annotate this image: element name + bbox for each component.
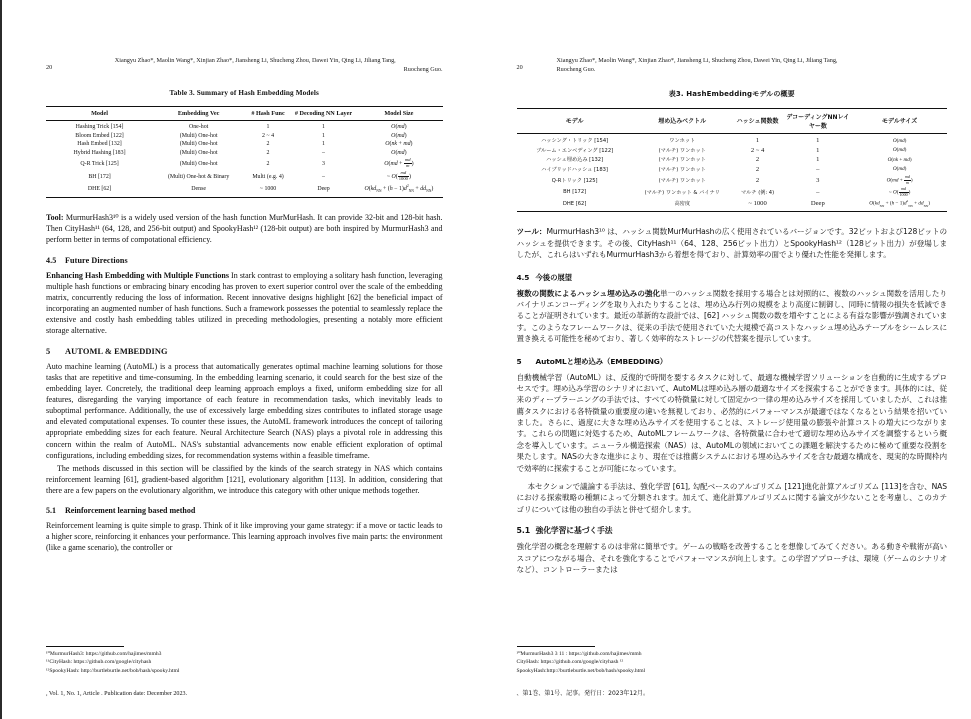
cell-layer: 3 <box>322 160 325 167</box>
paragraph-tool <box>517 226 947 260</box>
cell-size: O(md) <box>391 124 407 131</box>
runin-tool: ツール： <box>516 227 547 237</box>
table-caption-left: Table 3. Summary of Hash Embedding Models <box>169 88 319 97</box>
table-row <box>46 170 443 183</box>
cell-func: ~ 1000 <box>748 200 767 208</box>
footnote-rule <box>46 646 124 647</box>
cell-func: マルチ (例: 4) <box>740 189 775 196</box>
cell-model: Q-Rトリック [125] <box>551 177 598 184</box>
paragraph-automl: 自動機械学習（AutoML）は、反復的で時間を要するタスクに対して、最適な機械学習ソリューションを自動的に生成するプロセスです。埋め込み学習のシナリオにおいて、AutoMLは埋め込み層の最適なサイズを探索することができます。具体的には、従来のディープラーニングの手法では、すべての特徴量に対して固定かつ一律の埋め込みサイズを採用していましたが、これは推薦タスクにおける各特徴量の重要度の違いを無視しており、必然的にパフォーマンスが最適ではなくなるという結果を招いていました。さらに、過度に大きな埋め込みサイズを使用することは、ストレージ使用量の膨張や計算コストの増大につながります。これらの問題に対処するため、AutoMLフレームワークは、各特徴量に合わせて適切な埋め込みサイズを調整するという概念を導入しています。ニューラル構造探索（NAS）は、AutoMLの領域においてこの課題を解決するために極めて重要な役割を果たします。NASの大きな進歩により、現在では推薦システムにおける埋め込みサイズを含む最適な構成を、現実的な時間枠内で効率的に探索することが可能になっています。 <box>516 372 947 473</box>
cell-vec: 高密度 <box>674 201 691 208</box>
cell-layer: 1 <box>816 156 820 164</box>
page-footer-left: , Vol. 1, No. 1, Article . Publication date: December 2023. <box>46 691 188 697</box>
table-row <box>46 183 443 197</box>
cell-layer: – <box>816 188 820 196</box>
cell-model: Hashing Trick [154] <box>75 124 124 131</box>
col-header-hash-func: ハッシュ関数数 <box>736 118 779 126</box>
cell-size: O(md) <box>391 132 407 139</box>
cell-vec: (Multi) One-hot <box>179 149 218 156</box>
cell-vec: ワンホット <box>669 138 696 145</box>
cell-vec: Dense <box>191 186 206 193</box>
cell-size: O(md + $\frac{md}{m}$ ) <box>886 174 913 185</box>
cell-layer: 1 <box>816 146 820 154</box>
heading-5-1-number: 5.1 <box>516 526 531 536</box>
cell-layer: Deep <box>810 200 825 208</box>
cell-vec: One-hot <box>188 124 209 131</box>
heading-4-5-number: 4.5 <box>516 272 530 282</box>
cell-layer: – <box>322 149 325 156</box>
heading-5-title: AutoMLと埋め込み（EMBEDDING） <box>535 356 668 366</box>
footnote-item[interactable]: CityHash: https://github.com/google/cityhash ¹² <box>516 659 624 666</box>
cell-size: O(md) <box>892 137 907 144</box>
col-header-model: Model <box>91 109 108 117</box>
table-row <box>46 149 443 158</box>
cell-func: 2 <box>266 160 270 167</box>
cell-layer: 1 <box>816 137 820 145</box>
footnote-rule <box>517 646 595 647</box>
cell-vec: (マルチ) ワンホット <box>658 147 706 154</box>
paragraph-tool <box>46 212 443 245</box>
cell-model: Bloom Embed [122] <box>75 132 124 139</box>
footnotes-right <box>517 646 947 675</box>
author-list-left <box>68 56 443 75</box>
footnote-item[interactable]: ¹⁰MurmurHash3: https://github.com/hajimes/mmh3 <box>46 650 162 657</box>
paragraph-future-directions <box>46 270 443 336</box>
cell-model: ハッシング・トリック [154] <box>541 138 609 145</box>
table-row <box>517 155 947 165</box>
table-row <box>517 186 947 198</box>
cell-size: $O(kd_{NN} + (h - 1)d^2_{NN} + dd_{NN})$ <box>364 184 434 194</box>
col-header-model: モデル <box>565 118 584 126</box>
author-line-2: Ruocheng Guo. <box>403 66 443 74</box>
col-header-decoding-nn-layer: # Decoding NN Layer <box>294 109 353 117</box>
table-row <box>46 120 443 131</box>
table-row <box>517 174 947 186</box>
heading-4-5 <box>517 272 947 283</box>
cell-layer: 1 <box>322 141 325 148</box>
table-row <box>46 140 443 149</box>
table-row <box>46 157 443 170</box>
table-row <box>517 198 947 212</box>
cell-size: $O(kd_{NN} + (h - 1)d^2_{NN} + dd_{NN})$ <box>869 199 930 208</box>
cell-func: 2 ~ 4 <box>750 146 765 154</box>
col-header-embedding-vec: 埋め込みベクトル <box>658 118 707 126</box>
cell-size: O(md) <box>892 166 907 173</box>
paragraph-spacer <box>517 474 947 481</box>
col-header-decoding-nn-layer: デコーディングNNレイヤー数 <box>786 113 850 130</box>
cell-vec: (Multi) One-hot <box>179 132 218 139</box>
cell-model: Q-R Trick [125] <box>80 160 119 167</box>
paragraph-future-text: In stark contrast to employing a solitary hash function, leveraging multiple hash functions or embracing binary encoding has proven to exert superior control over the scale of the embedding matrix, concurrently reducing the loss of information. Recent innovative designs highlight [62] the beneficial impact of incorporating an augmented number of hash functions. Such a framework possesses the potential to seamlessly replace the extensive and costly hash embedding tables utilized in preceding methodologies, presenting a notably more efficient storage alternative. <box>46 271 443 336</box>
heading-5-automl <box>517 356 947 367</box>
cell-size: O(md) <box>391 149 407 156</box>
cell-func: Multi (e.g. 4) <box>252 173 284 180</box>
cell-model: ハッシュ埋め込み [132] <box>546 157 604 164</box>
cell-size: O(md) <box>892 147 907 154</box>
cell-vec: (マルチ) ワンホット & バイナリ <box>644 189 720 196</box>
cell-layer: 1 <box>322 132 325 139</box>
cell-func: 2 ~ 4 <box>262 132 275 139</box>
cell-model: BH [172] <box>563 189 587 196</box>
runin-enhancing-hash: 複数の関数によるハッシュ埋め込みの強化 <box>516 288 661 298</box>
footnotes-left <box>46 646 443 675</box>
heading-5-number: 5 <box>516 356 522 366</box>
footnote-item[interactable]: SpookyHash:http://burtleburtle.net/bob/hash/spooky.html <box>516 667 646 674</box>
heading-5-1-title: Reinforcement learning based method <box>65 505 196 515</box>
author-line-1: Xiangyu Zhao*, Maolin Wang*, Xinjian Zhao*, Jiansheng Li, Shucheng Zhou, Dawei Yin, Qing Li, Jiliang Tang, <box>114 57 396 64</box>
table-row <box>517 146 947 156</box>
cell-vec: (Multi) One-hot & Binary <box>167 173 230 180</box>
cell-vec: (Multi) One-hot <box>179 141 218 148</box>
cell-size: O(md + $\frac{md}{m}$ ) <box>384 157 414 169</box>
heading-4-5-number: 4.5 <box>46 256 57 266</box>
paragraph-methods: 本セクションで議論する手法は、強化学習 [61], 勾配ベースのアルゴリズム [121]進化計算アルゴリズム [113]を含む、NASにおける探索戦略の種類によって分類されます。加えて、進化計算アルゴリズムに関する論文が少ないことを考慮し、このカテゴリについては他の独自の手法と併せて紹介します。 <box>516 482 947 514</box>
cell-model: DHE [62] <box>562 200 587 207</box>
hash-embedding-table-english <box>46 106 443 198</box>
runin-enhancing-hash: Enhancing Hash Embedding with Multiple Functions <box>46 271 229 281</box>
cell-layer: 1 <box>322 124 325 131</box>
paragraph-reinforcement-learning: 強化学習の概念を理解するのは非常に簡単です。ゲームの戦略を改善することを想像してみてください。ある動きや戦術が高いスコアにつながる場合、それを強化することでパフォーマンスが向上します。この学習アプローチは、環境（ゲームのシナリオなど）、コントローラーまたは <box>516 542 947 574</box>
paragraph-future-text: 単一のハッシュ関数を採用する場合とは対照的に、複数のハッシュ関数を活用したりバイナリエンコーディングを取り入れたりすることは、埋め込み行列の規模をより高度に制御し、同時に情報の損失を低減できることが証明されています。最近の革新的な設計では、[62] ハッシュ関数の数を増やすことによる有益な影響が強調されています。このようなフレームワークは、従来の手法で使用されていた大規模で高コストなハッシュ埋め込みテーブルをシームレスに置き換える可能性を秘めており、著しく効率的なストレージの代替案を提示しています。 <box>516 288 947 344</box>
cell-model: DHE [62] <box>87 186 112 193</box>
heading-4-5-title: 今後の展望 <box>535 272 572 282</box>
footnote-item[interactable]: ¹²SpookyHash: http://burtleburtle.net/bob/hash/spooky.html <box>46 667 180 674</box>
paragraph-automl: Auto machine learning (AutoML) is a process that automatically generates optimal machine learning solutions for those tasks that are repetitive and time-consuming. In the embedding learning scenario, it could search for the best size of the embedding layer. Concretely, the traditional deep learning approach employs a fixed, uniform embedding size for all features, disregarding the varying importance of each feature in recommendation tasks, which inevitably leads to suboptimal performance. Additionally, the use of excessively large embedding sizes contributes to inflated storage usage and elevated computational expenses. To counter these issues, the AutoML framework introduces the concept of tailoring appropriate embedding sizes for each feature. Neural Architecture Search (NAS) plays a pivotal role in addressing this concern within the realm of AutoML. NAS's substantial advancements now enable efficient exploration of optimal configurations, including embedding sizes, for recommendation systems within a feasible timeframe. <box>46 362 443 460</box>
page-left-english <box>2 0 487 719</box>
cell-layer: 3 <box>816 176 820 184</box>
heading-5-1-number: 5.1 <box>46 505 56 515</box>
author-line-1: Xiangyu Zhao*, Maolin Wang*, Xinjian Zhao*, Jiansheng Li, Shucheng Zhou, Dawei Yin, Qing Li, Jiliang Tang, <box>556 57 838 64</box>
table-caption-right: 表3. HashEmbeddingモデルの概要 <box>668 89 795 98</box>
folio-number-right: 20 <box>516 64 523 71</box>
page-footer-right: 、第1巻、第1号、記事。発行日：2023年12月。 <box>516 690 650 697</box>
cell-layer: – <box>322 173 325 180</box>
cell-vec: (Multi) One-hot <box>179 160 218 167</box>
cell-func: 1 <box>266 124 270 131</box>
heading-5-1 <box>46 506 443 515</box>
paragraph-methods: The methods discussed in this section will be classified by the kinds of the search strategy in NAS which contains reinforcement learning [61], gradient-based algorithm [121], evolutionary algorithm [113]. In addition, considering that there are a few papers on the evolutionary algorithm, we introduce this category with other unique methods together. <box>46 463 443 495</box>
cell-func: 2 <box>755 156 760 164</box>
heading-5-1-title: 強化学習に基づく手法 <box>535 526 613 536</box>
cell-vec: (マルチ) ワンホット <box>658 166 706 173</box>
col-header-model-size: モデルサイズ <box>882 118 918 126</box>
cell-func: ~ 1000 <box>259 186 277 193</box>
col-header-hash-func: # Hash Func <box>251 109 285 117</box>
cell-model: BH [172] <box>88 173 111 180</box>
folio-number-left: 20 <box>46 64 53 71</box>
author-list-right <box>539 56 947 75</box>
cell-size: ~ O( $\frac{md}{1000}$ ) <box>386 170 411 182</box>
cell-layer: Deep <box>317 186 330 193</box>
heading-4-5-title: Future Directions <box>65 256 128 266</box>
heading-5-title: AUTOML & EMBEDDING <box>65 347 168 357</box>
heading-4-5 <box>46 256 443 265</box>
table-row <box>46 132 443 141</box>
cell-func: 2 <box>755 165 760 173</box>
running-head-left <box>46 56 443 75</box>
cell-vec: (マルチ) ワンホット <box>658 177 706 184</box>
paragraph-reinforcement-learning: Reinforcement learning is quite simple to grasp. Think of it like improving your game strategy: if a move or tactic leads to a higher score, reinforcing it enhances your performance. This learning approach involves five main parts: the environment (like a game scenario), the controller or <box>46 520 443 552</box>
cell-layer: – <box>816 165 820 173</box>
heading-5-automl <box>46 347 443 356</box>
footnote-item[interactable]: ¹¹CityHash: https://github.com/google/cityhash <box>46 659 152 666</box>
table-row <box>517 165 947 175</box>
cell-size: ~ O( $\frac{md}{1000}$ ) <box>888 186 911 197</box>
cell-func: 2 <box>266 141 270 148</box>
heading-5-number: 5 <box>46 347 51 357</box>
col-header-embedding-vec: Embedding Vec <box>177 109 220 117</box>
footnote-item[interactable]: ¹⁰MurmurHash3 3 11 : https://github.com/hajimes/mmh <box>516 650 642 657</box>
cell-model: ハイブリッドハッシュ [183] <box>541 166 608 173</box>
table-row <box>517 133 947 145</box>
cell-vec: (マルチ) ワンホット <box>658 157 706 164</box>
author-line-2: Ruocheng Guo. <box>556 66 596 74</box>
cell-func: 2 <box>755 176 760 184</box>
paragraph-tool-text: MurmurHash3¹⁰ is a widely used version of the hash function MurMurHash. It can provide 32-bit and 128-bit hash. Then CityHash¹¹ (64, 128, and 256-bit output) and SpookyHash¹² (128-bit output) are both inspired by MurmurHash3 and perform better in terms of compotational efficiency. <box>46 213 443 245</box>
running-head-right <box>517 56 947 75</box>
runin-tool: Tool: <box>46 213 64 223</box>
paragraph-future-directions <box>517 288 947 345</box>
paragraph-tool-text: MurmurHash3¹⁰ は、ハッシュ関数MurMurHashの広く使用されているバージョンです。32ビットおよび128ビットのハッシュを提供できます。その後、CityHash¹¹（64、128、256ビット出力）とSpookyHash¹²（128ビット出力）が登場しましたが、これらはいずれもMurmurHash3から着想を得ており、計算効率の面でより優れた性能を発揮します。 <box>516 227 947 260</box>
cell-model: Hybrid Hashing [183] <box>73 149 126 156</box>
hash-embedding-table-japanese <box>517 108 947 213</box>
page-right-japanese <box>487 0 971 719</box>
heading-5-1 <box>517 525 947 536</box>
col-header-model-size: Model Size <box>384 109 414 117</box>
cell-size: O(nk + md) <box>887 156 912 163</box>
cell-func: 1 <box>755 137 760 145</box>
cell-func: 2 <box>266 149 270 156</box>
cell-model: ブルーム・エンベディング [122] <box>536 147 614 154</box>
cell-model: Hash Embed [132] <box>77 141 122 148</box>
cell-size: O(nk + md) <box>385 141 413 148</box>
